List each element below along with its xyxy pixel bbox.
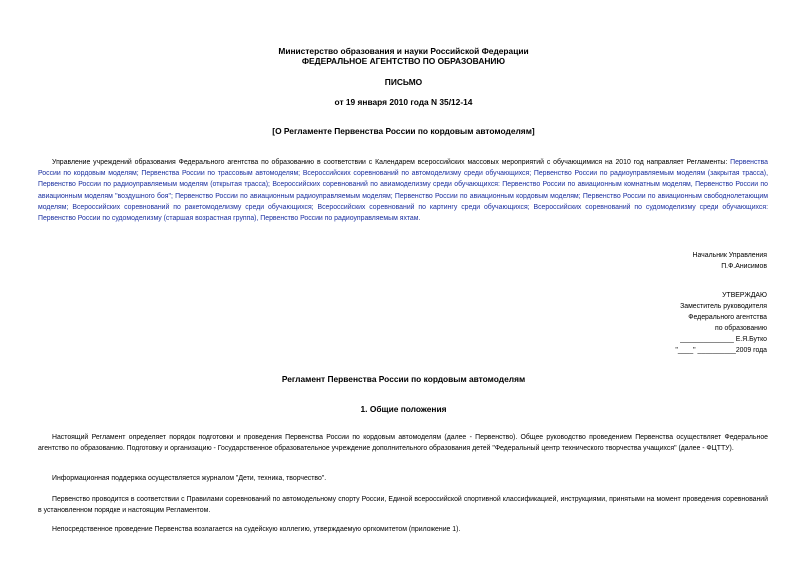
section-heading: 1. Общие положения (360, 404, 447, 414)
regulation-paragraph-4 (38, 524, 768, 535)
document-type: ПИСЬМО (384, 77, 423, 87)
regulation-p3-text: Первенство проводится в соответствии с Правилами соревнований по автомодельному спорту России, Единой всероссийской спортивной классификацией, инструкциями, принятыми на момент проведения соревнований в установленном порядке и настоящим Регламентом. (38, 496, 768, 515)
regulation-paragraph-2 (38, 473, 768, 484)
regulation-paragraph-1 (38, 432, 768, 454)
regulation-links[interactable]: Первенства России по кордовым моделям; Первенства России по трассовым автомоделям; Всероссийских соревнований по автомоделизму среди обучающихся; Первенство России по радиоуправляемым моделям (закрытая трасса), Первенство России по радиоуправляемым моделям (открытая трасса); Всероссийских соревнований по авиамоделизму среди обучающихся: Первенство России по авиационным комнатным моделям, Первенство России по авиационным моделям "воздушного боя"; Первенство России по авиационным радиоуправляемым моделям; Первенство России по авиационным кордовым моделям; Первенство России по авиационным свободнолетающим моделям; Всероссийских соревнований по ракетомоделизму среди обучающихся; Всероссийских соревнований по картингу среди обучающихся; Всероссийских соревнований по судомоделизму среди обучающихся: Первенство России по судомоделизму (старшая возрастная группа), Первенство России по радиоуправляемым яхтам. (38, 159, 768, 223)
signature-position: Начальник Управления (692, 252, 767, 259)
intro-lead: Управление учреждений образования Федерального агентства по образованию в соответствии с Календарем всероссийских массовых мероприятий с обучающимися на 2010 год направляет Регламенты: (52, 159, 728, 166)
regulation-p4-text: Непосредственное проведение Первенства возлагается на судейскую коллегию, утверждаемую оргкомитетом (приложение 1). (52, 526, 461, 533)
approval-line-2: Федерального агентства (688, 314, 767, 321)
regulation-p2-text: Информационная поддержка осуществляется журналом "Дети, техника, творчество". (52, 475, 327, 482)
approval-line-3: по образованию (715, 325, 767, 332)
signature-block (693, 250, 767, 272)
approval-line-1: Заместитель руководителя (680, 303, 767, 310)
document-subject: [О Регламенте Первенства России по кордовым автомоделям] (272, 126, 535, 136)
approval-block (675, 290, 767, 356)
approval-line-5: "____" __________2009 года (675, 347, 767, 354)
approval-line-4: ______________ Е.Я.Бутко (680, 336, 767, 343)
regulation-p1-text: Настоящий Регламент определяет порядок подготовки и проведения Первенства России по кордовым автомоделям (далее - Первенство). Общее руководство проведением Первенства осуществляет Федеральное агентство по образованию. Подготовку и организацию - Государственное образовательное учреждение дополнительного образования детей "Федеральный центр технического творчества учащихся" (далее - ФЦТТУ). (38, 434, 768, 453)
intro-paragraph (38, 157, 768, 224)
regulation-title: Регламент Первенства России по кордовым автомоделям (281, 374, 526, 384)
regulation-paragraph-3 (38, 494, 768, 516)
document-date-number: от 19 января 2010 года N 35/12-14 (334, 97, 473, 107)
signature-name: П.Ф.Анисимов (721, 263, 767, 270)
ministry-title: Министерство образования и науки Российской Федерации (278, 46, 529, 56)
agency-title: ФЕДЕРАЛЬНОЕ АГЕНТСТВО ПО ОБРАЗОВАНИЮ (301, 56, 506, 66)
approval-title: УТВЕРЖДАЮ (722, 292, 767, 299)
